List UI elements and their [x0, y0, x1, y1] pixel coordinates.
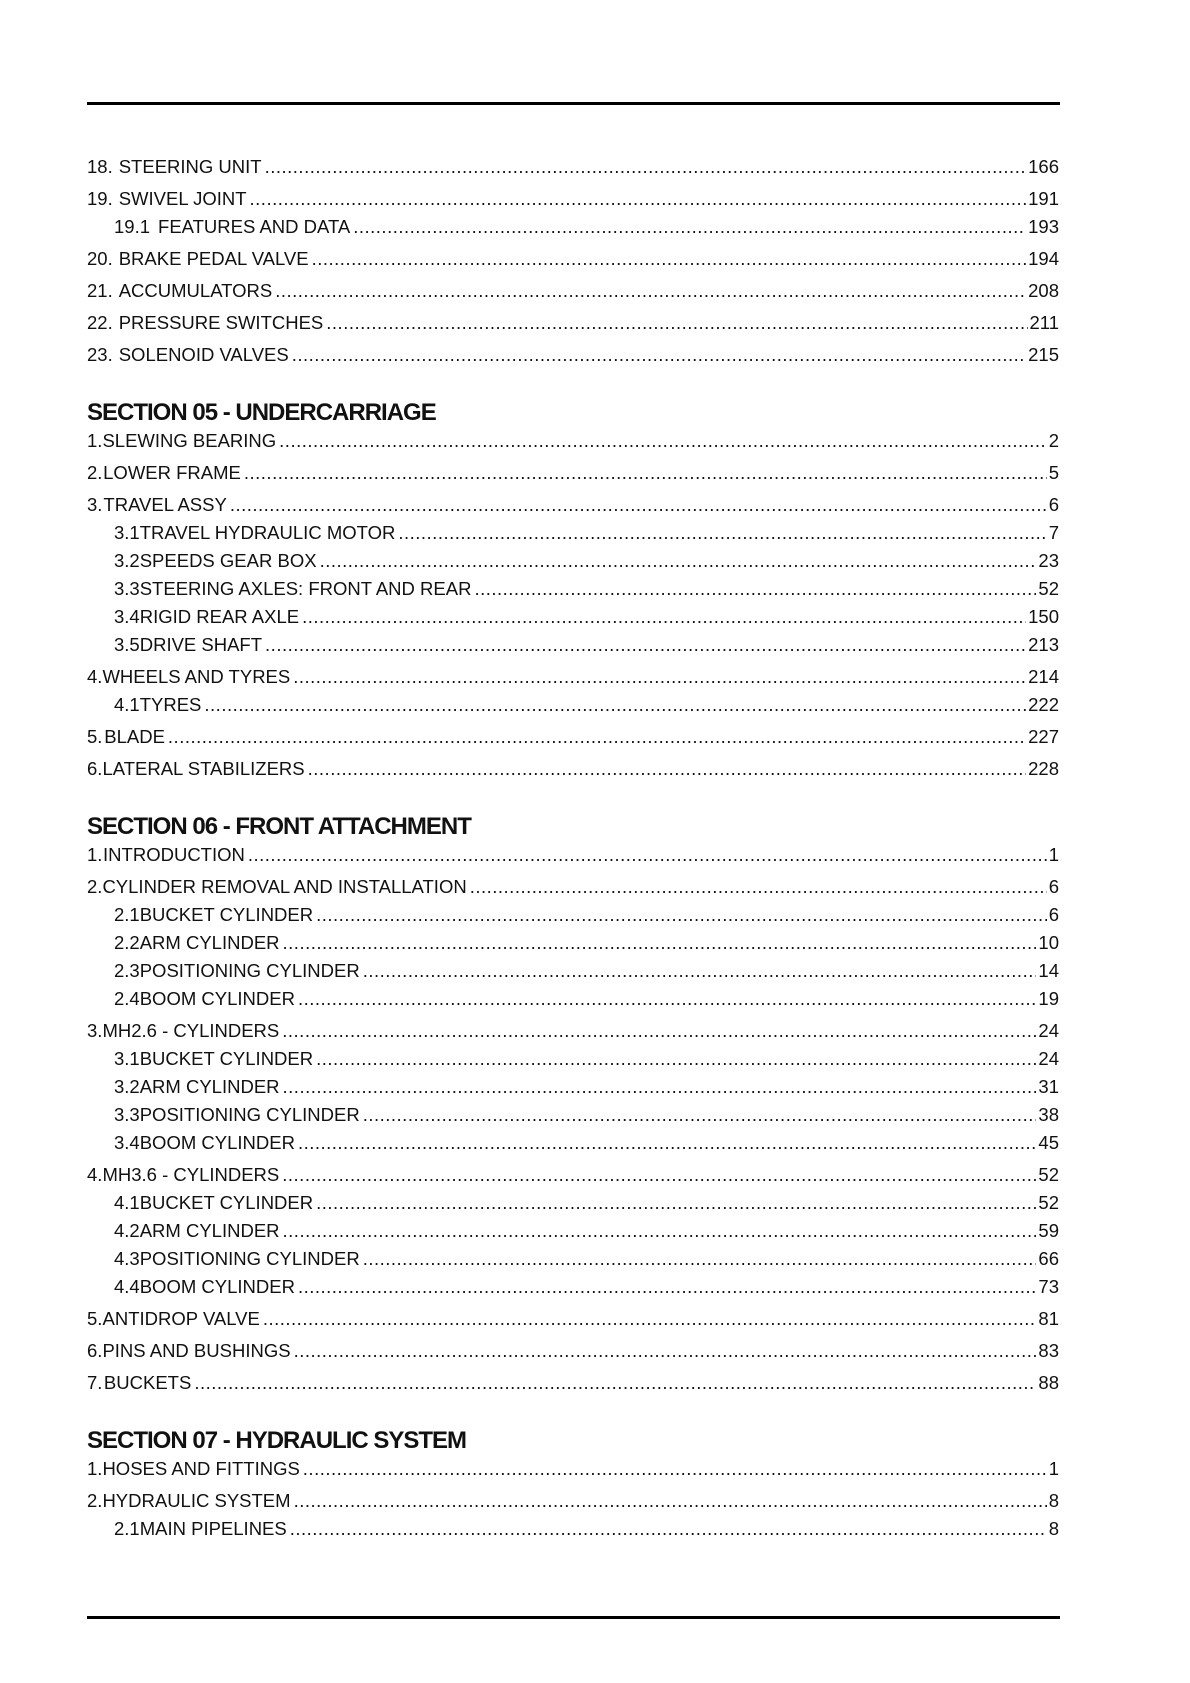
entry-page: 213 — [1028, 634, 1059, 655]
entry-title: BOOM CYLINDER — [139, 1132, 295, 1153]
leader-dots — [293, 665, 1026, 689]
leader-dots — [398, 521, 1046, 545]
entry-title: MAIN PIPELINES — [139, 1518, 287, 1539]
leader-dots — [316, 1047, 1036, 1071]
entry-number: 3.3 — [114, 578, 140, 599]
leader-dots — [290, 1517, 1047, 1541]
leader-dots — [363, 1247, 1037, 1271]
entry-page: 73 — [1038, 1276, 1059, 1297]
leader-dots — [474, 577, 1036, 601]
entry-title: POSITIONING CYLINDER — [139, 1104, 360, 1125]
entry-page: 52 — [1038, 1164, 1059, 1185]
entry-page: 222 — [1028, 694, 1059, 715]
toc-entry[interactable] — [87, 461, 1059, 485]
entry-number: 5. — [87, 1308, 103, 1329]
entry-number: 6. — [87, 758, 103, 779]
entry-page: 45 — [1038, 1132, 1059, 1153]
entry-number: 1. — [87, 844, 103, 865]
entry-number: 4.2 — [114, 1220, 140, 1241]
entry-number: 3.1 — [114, 522, 140, 543]
toc-entry[interactable] — [87, 1131, 1059, 1155]
entry-number: 3.4 — [114, 1132, 140, 1153]
toc-entry[interactable] — [87, 1457, 1059, 1481]
entry-title: ARM CYLINDER — [139, 1076, 280, 1097]
leader-dots — [316, 903, 1047, 927]
entry-number: 6. — [87, 1340, 103, 1361]
toc-entry[interactable] — [87, 187, 1059, 211]
leader-dots — [265, 633, 1026, 657]
entry-page: 166 — [1028, 156, 1059, 177]
entry-title: BOOM CYLINDER — [139, 988, 295, 1009]
entry-title: BUCKET CYLINDER — [139, 1048, 314, 1069]
entry-number: 2.1 — [114, 904, 140, 925]
leader-dots — [194, 1371, 1036, 1395]
entry-page: 5 — [1048, 462, 1059, 483]
entry-page: 7 — [1048, 522, 1059, 543]
entry-title: ANTIDROP VALVE — [102, 1308, 260, 1329]
leader-dots — [363, 1103, 1037, 1127]
entry-number: 3.4 — [114, 606, 140, 627]
entry-number: 4. — [87, 1164, 103, 1185]
entry-number: 1. — [87, 430, 103, 451]
entry-number: 20. — [87, 248, 113, 269]
entry-number: 2.3 — [114, 960, 140, 981]
leader-dots — [282, 1019, 1036, 1043]
entry-title: STEERING UNIT — [118, 156, 262, 177]
entry-title: SLEWING BEARING — [102, 430, 277, 451]
entry-page: 38 — [1038, 1104, 1059, 1125]
entry-title: SOLENOID VALVES — [118, 344, 289, 365]
entry-page: 8 — [1048, 1490, 1059, 1511]
entry-page: 191 — [1028, 188, 1059, 209]
entry-title: BUCKET CYLINDER — [139, 904, 314, 925]
toc-entry[interactable] — [87, 549, 1059, 573]
leader-dots — [363, 959, 1037, 983]
leader-dots — [294, 1489, 1047, 1513]
entry-page: 228 — [1028, 758, 1059, 779]
toc-entry[interactable] — [87, 987, 1059, 1011]
leader-dots — [279, 429, 1047, 453]
entry-number: 4.1 — [114, 1192, 140, 1213]
entry-page: 14 — [1038, 960, 1059, 981]
entry-title: DRIVE SHAFT — [139, 634, 263, 655]
entry-page: 59 — [1038, 1220, 1059, 1241]
entry-number: 21. — [87, 280, 113, 301]
leader-dots — [470, 875, 1047, 899]
entry-page: 194 — [1028, 248, 1059, 269]
entry-title: INTRODUCTION — [103, 844, 245, 865]
entry-page: 227 — [1028, 726, 1059, 747]
entry-title: MH3.6 - CYLINDERS — [102, 1164, 280, 1185]
entry-title: RIGID REAR AXLE — [139, 606, 300, 627]
entry-number: 3.3 — [114, 1104, 140, 1125]
toc-entry[interactable] — [87, 757, 1059, 781]
entry-page: 24 — [1038, 1020, 1059, 1041]
entry-page: 1 — [1048, 844, 1059, 865]
entry-page: 208 — [1028, 280, 1059, 301]
entry-number: 3.5 — [114, 634, 140, 655]
toc-entry[interactable] — [87, 1103, 1059, 1127]
entry-page: 215 — [1028, 344, 1059, 365]
leader-dots — [353, 215, 1026, 239]
leader-dots — [230, 493, 1047, 517]
entry-title: SWIVEL JOINT — [118, 188, 247, 209]
entry-number: 19.1 — [114, 216, 151, 237]
leader-dots — [263, 1307, 1037, 1331]
toc-entry[interactable] — [87, 903, 1059, 927]
entry-number: 22. — [87, 312, 113, 333]
entry-page: 8 — [1048, 1518, 1059, 1539]
entry-page: 6 — [1048, 904, 1059, 925]
entry-page: 81 — [1038, 1308, 1059, 1329]
toc-entry[interactable] — [87, 1019, 1059, 1043]
toc-entry[interactable] — [87, 215, 1059, 239]
toc-entry[interactable] — [87, 633, 1059, 657]
entry-number: 19. — [87, 188, 113, 209]
leader-dots — [204, 693, 1026, 717]
entry-number: 2.2 — [114, 932, 140, 953]
entry-page: 6 — [1048, 494, 1059, 515]
entry-page: 2 — [1048, 430, 1059, 451]
leader-dots — [248, 843, 1047, 867]
entry-number: 3.2 — [114, 550, 140, 571]
toc-entry[interactable] — [87, 725, 1059, 749]
toc-entry[interactable] — [87, 1307, 1059, 1331]
entry-title: HOSES AND FITTINGS — [102, 1458, 300, 1479]
entry-title: TYRES — [139, 694, 202, 715]
leader-dots — [308, 757, 1026, 781]
entry-title: LOWER FRAME — [103, 462, 241, 483]
toc-entry[interactable] — [87, 429, 1059, 453]
toc-entry[interactable] — [87, 959, 1059, 983]
toc-section-06 — [87, 813, 1059, 1395]
entry-page: 23 — [1038, 550, 1059, 571]
toc-entry[interactable] — [87, 875, 1059, 899]
entry-page: 52 — [1038, 578, 1059, 599]
bottom-rule — [87, 1616, 1060, 1619]
entry-page: 150 — [1028, 606, 1059, 627]
toc-entry[interactable] — [87, 311, 1059, 335]
entry-number: 3. — [87, 494, 103, 515]
toc-entry[interactable] — [87, 1517, 1059, 1541]
toc-entry[interactable] — [87, 1247, 1059, 1271]
entry-title: BUCKETS — [103, 1372, 192, 1393]
leader-dots — [316, 1191, 1036, 1215]
entry-page: 88 — [1038, 1372, 1059, 1393]
leader-dots — [302, 605, 1026, 629]
entry-page: 1 — [1048, 1458, 1059, 1479]
entry-number: 18. — [87, 156, 113, 177]
toc-entry[interactable] — [87, 1047, 1059, 1071]
toc-section-04-continued — [87, 155, 1059, 367]
leader-dots — [298, 1275, 1036, 1299]
leader-dots — [168, 725, 1026, 749]
toc-entry[interactable] — [87, 279, 1059, 303]
leader-dots — [283, 931, 1037, 955]
entry-page: 24 — [1038, 1048, 1059, 1069]
entry-page: 10 — [1038, 932, 1059, 953]
entry-number: 2.1 — [114, 1518, 140, 1539]
entry-title: ACCUMULATORS — [118, 280, 273, 301]
entry-number: 5. — [87, 726, 103, 747]
entry-title: FEATURES AND DATA — [158, 216, 351, 237]
leader-dots — [326, 311, 1027, 335]
entry-number: 2. — [87, 1490, 103, 1511]
toc-entry[interactable] — [87, 1219, 1059, 1243]
entry-number: 4.4 — [114, 1276, 140, 1297]
section-heading: SECTION 05 - UNDERCARRIAGE — [87, 399, 436, 426]
leader-dots — [292, 343, 1026, 367]
leader-dots — [312, 247, 1027, 271]
entry-page: 211 — [1029, 312, 1059, 333]
entry-page: 83 — [1038, 1340, 1059, 1361]
leader-dots — [250, 187, 1027, 211]
entry-title: CYLINDER REMOVAL AND INSTALLATION — [102, 876, 467, 897]
leader-dots — [265, 155, 1027, 179]
entry-title: BOOM CYLINDER — [139, 1276, 295, 1297]
toc-entry[interactable] — [87, 577, 1059, 601]
entry-title: POSITIONING CYLINDER — [139, 1248, 360, 1269]
toc-entry[interactable] — [87, 343, 1059, 367]
entry-number: 4. — [87, 666, 103, 687]
entry-number: 2.4 — [114, 988, 140, 1009]
leader-dots — [283, 1075, 1037, 1099]
entry-title: LATERAL STABILIZERS — [102, 758, 305, 779]
entry-title: STEERING AXLES: FRONT AND REAR — [139, 578, 472, 599]
entry-title: TRAVEL ASSY — [103, 494, 227, 515]
toc-entry[interactable] — [87, 155, 1059, 179]
leader-dots — [283, 1219, 1037, 1243]
entry-title: ARM CYLINDER — [139, 1220, 280, 1241]
toc-entry[interactable] — [87, 247, 1059, 271]
entry-title: POSITIONING CYLINDER — [139, 960, 360, 981]
leader-dots — [303, 1457, 1047, 1481]
section-heading: SECTION 06 - FRONT ATTACHMENT — [87, 813, 471, 840]
entry-title: TRAVEL HYDRAULIC MOTOR — [139, 522, 396, 543]
entry-title: PINS AND BUSHINGS — [102, 1340, 291, 1361]
entry-number: 2. — [87, 876, 103, 897]
toc-entry[interactable] — [87, 1371, 1059, 1395]
entry-number: 7. — [87, 1372, 103, 1393]
entry-page: 214 — [1028, 666, 1059, 687]
toc-entry[interactable] — [87, 493, 1059, 517]
entry-number: 3.1 — [114, 1048, 140, 1069]
entry-page: 31 — [1038, 1076, 1059, 1097]
toc-entry[interactable] — [87, 1275, 1059, 1299]
entry-title: WHEELS AND TYRES — [102, 666, 291, 687]
entry-number: 3. — [87, 1020, 103, 1041]
toc-entry[interactable] — [87, 1191, 1059, 1215]
entry-number: 23. — [87, 344, 113, 365]
entry-page: 19 — [1038, 988, 1059, 1009]
top-rule — [87, 102, 1060, 105]
entry-title: BUCKET CYLINDER — [139, 1192, 314, 1213]
entry-title: SPEEDS GEAR BOX — [139, 550, 317, 571]
leader-dots — [282, 1163, 1036, 1187]
leader-dots — [244, 461, 1047, 485]
entry-title: ARM CYLINDER — [139, 932, 280, 953]
toc-entry[interactable] — [87, 665, 1059, 689]
section-heading: SECTION 07 - HYDRAULIC SYSTEM — [87, 1427, 467, 1454]
entry-number: 4.1 — [114, 694, 140, 715]
entry-number: 2. — [87, 462, 103, 483]
entry-number: 1. — [87, 1458, 103, 1479]
toc-section-07 — [87, 1427, 1059, 1541]
toc-entry[interactable] — [87, 931, 1059, 955]
leader-dots — [275, 279, 1026, 303]
entry-title: BLADE — [104, 726, 165, 747]
entry-number: 4.3 — [114, 1248, 140, 1269]
toc-entry[interactable] — [87, 1339, 1059, 1363]
entry-page: 52 — [1038, 1192, 1059, 1213]
leader-dots — [298, 1131, 1036, 1155]
entry-title: BRAKE PEDAL VALVE — [118, 248, 309, 269]
entry-title: HYDRAULIC SYSTEM — [102, 1490, 291, 1511]
entry-title: PRESSURE SWITCHES — [118, 312, 324, 333]
toc-entry[interactable] — [87, 1163, 1059, 1187]
toc-entry[interactable] — [87, 693, 1059, 717]
leader-dots — [294, 1339, 1037, 1363]
toc-entry[interactable] — [87, 843, 1059, 867]
toc-entry[interactable] — [87, 521, 1059, 545]
toc-entry[interactable] — [87, 605, 1059, 629]
entry-page: 193 — [1028, 216, 1059, 237]
leader-dots — [298, 987, 1036, 1011]
entry-title: MH2.6 - CYLINDERS — [102, 1020, 280, 1041]
leader-dots — [320, 549, 1037, 573]
table-of-contents — [87, 155, 1059, 1541]
entry-page: 66 — [1038, 1248, 1059, 1269]
toc-entry[interactable] — [87, 1489, 1059, 1513]
toc-section-05 — [87, 399, 1059, 781]
entry-page: 6 — [1048, 876, 1059, 897]
toc-entry[interactable] — [87, 1075, 1059, 1099]
entry-number: 3.2 — [114, 1076, 140, 1097]
